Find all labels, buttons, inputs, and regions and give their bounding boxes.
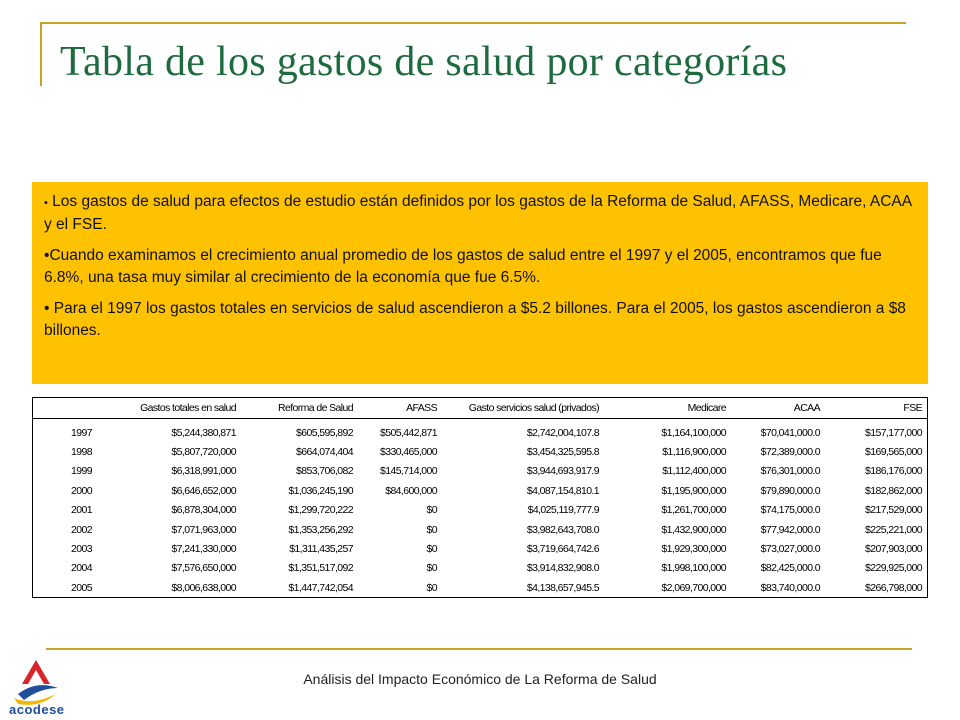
value-cell: $186,176,000: [864, 465, 922, 478]
bullet-text: Para el 1997 los gastos totales en servicios de salud ascendieron a $5.2 billones. Para el 2005, los gastos ascendieron a $8 billones.: [44, 300, 906, 339]
value-cell: $3,944,693,917.9: [526, 465, 599, 478]
column-header: FSE: [903, 402, 922, 414]
value-cell: $7,241,330,000: [171, 543, 236, 556]
year-cell: 1997: [71, 426, 92, 439]
value-cell: $5,807,720,000: [171, 446, 236, 459]
table-row: [33, 462, 927, 481]
table-row: [33, 442, 927, 461]
value-cell: $77,942,000.0: [760, 523, 820, 536]
value-cell: $853,706,082: [295, 465, 353, 478]
value-cell: $6,318,991,000: [171, 465, 236, 478]
value-cell: $169,565,000: [864, 446, 922, 459]
value-cell: $73,027,000.0: [760, 543, 820, 556]
value-cell: $1,432,900,000: [661, 523, 726, 536]
value-cell: $3,982,643,708.0: [526, 523, 599, 536]
value-cell: $1,353,256,292: [288, 523, 353, 536]
value-cell: $4,087,154,810.1: [526, 484, 599, 497]
value-cell: $207,903,000: [864, 543, 922, 556]
value-cell: $145,714,000: [379, 465, 437, 478]
value-cell: $1,311,435,257: [289, 543, 353, 556]
value-cell: $0: [426, 543, 437, 556]
value-cell: $505,442,871: [379, 426, 437, 439]
value-cell: $3,454,325,595.8: [526, 446, 599, 459]
value-cell: $7,071,963,000: [171, 523, 236, 536]
year-cell: 2003: [71, 543, 92, 556]
value-cell: $1,112,400,000: [662, 465, 726, 478]
value-cell: $4,025,119,777.9: [527, 504, 599, 517]
value-cell: $1,447,742,054: [288, 581, 353, 594]
bullet-item: [44, 298, 914, 342]
table-row: [33, 578, 927, 597]
value-cell: $1,195,900,000: [661, 484, 726, 497]
value-cell: $83,740,000.0: [760, 581, 820, 594]
footer-text: Análisis del Impacto Económico de La Reforma de Salud: [303, 671, 657, 687]
bullet-marker: •: [44, 300, 50, 317]
value-cell: $3,719,664,742.6: [526, 543, 599, 556]
bullet-text: Cuando examinamos el crecimiento anual promedio de los gastos de salud entre el 1997 y el 2005, encontramos que fue 6.8%, una tasa muy similar al crecimiento de la economía que fue 6.5%.: [44, 247, 882, 286]
value-cell: $84,600,000: [385, 484, 437, 497]
value-cell: $157,177,000: [864, 426, 922, 439]
table-row: [33, 539, 927, 558]
bullet-text: Los gastos de salud para efectos de estudio están definidos por los gastos de la Reforma de Salud, AFASS, Medicare, ACAA y el FSE.: [44, 193, 912, 233]
value-cell: $0: [426, 562, 437, 575]
year-cell: 1998: [71, 446, 92, 459]
value-cell: $3,914,832,908.0: [526, 562, 599, 575]
slide-title: Tabla de los gastos de salud por categorías: [60, 39, 788, 85]
year-cell: 2004: [71, 562, 92, 575]
table-header-row: [33, 398, 927, 419]
bullet-marker: •: [44, 247, 50, 264]
value-cell: $0: [426, 504, 437, 517]
value-cell: $1,998,100,000: [661, 562, 726, 575]
value-cell: $0: [426, 523, 437, 536]
value-cell: $330,465,000: [379, 446, 437, 459]
value-cell: $1,116,900,000: [662, 446, 726, 459]
value-cell: $1,261,700,000: [661, 504, 726, 517]
table-row: [33, 481, 927, 500]
left-rule: [40, 22, 42, 86]
table-row: [33, 501, 927, 520]
value-cell: $1,351,517,092: [288, 562, 353, 575]
column-header: Reforma de Salud: [277, 402, 353, 414]
value-cell: $217,529,000: [864, 504, 922, 517]
value-cell: $6,646,652,000: [171, 484, 236, 497]
value-cell: $605,595,892: [295, 426, 353, 439]
value-cell: $1,036,245,190: [288, 484, 353, 497]
column-header: AFASS: [406, 402, 437, 414]
value-cell: $76,301,000.0: [760, 465, 820, 478]
logo-text: acodese: [9, 702, 65, 717]
year-cell: 2000: [71, 484, 92, 497]
value-cell: $664,074,404: [295, 446, 353, 459]
column-header: Gastos totales en salud: [140, 402, 236, 414]
table-body: [33, 419, 927, 598]
value-cell: $5,244,380,871: [171, 426, 236, 439]
year-cell: 2002: [71, 523, 92, 536]
bullet-item: [44, 191, 914, 236]
value-cell: $82,425,000.0: [760, 562, 820, 575]
column-header: Gasto servicios salud (privados): [468, 402, 599, 414]
value-cell: $2,742,004,107.8: [526, 426, 599, 439]
data-table: [33, 398, 927, 598]
column-header: ACAA: [793, 402, 820, 414]
year-cell: 2001: [71, 504, 92, 517]
table-header: [33, 398, 927, 419]
value-cell: $225,221,000: [864, 523, 922, 536]
value-cell: $72,389,000.0: [760, 446, 820, 459]
value-cell: $1,164,100,000: [661, 426, 726, 439]
bullet-item: [44, 245, 914, 289]
table-row: [33, 520, 927, 539]
column-header: [33, 398, 103, 419]
value-cell: $7,576,650,000: [171, 562, 236, 575]
value-cell: $79,890,000.0: [760, 484, 820, 497]
value-cell: $4,138,657,945.5: [526, 581, 599, 594]
value-cell: $229,925,000: [864, 562, 922, 575]
value-cell: $2,069,700,000: [661, 581, 726, 594]
value-cell: $1,929,300,000: [661, 543, 726, 556]
table-row: [33, 559, 927, 578]
value-cell: $1,299,720,222: [288, 504, 353, 517]
value-cell: $182,862,000: [864, 484, 922, 497]
value-cell: $0: [426, 581, 437, 594]
value-cell: $70,041,000.0: [760, 426, 820, 439]
bullet-marker: •: [44, 197, 48, 209]
value-cell: $8,006,638,000: [171, 581, 236, 594]
year-cell: 2005: [71, 581, 92, 594]
expenses-table: [32, 397, 928, 598]
bottom-rule: [46, 648, 912, 650]
column-header: Medicare: [687, 402, 726, 414]
table-row: [33, 423, 927, 442]
value-cell: $74,175,000.0: [760, 504, 820, 517]
bullet-box: [32, 182, 928, 384]
value-cell: $266,798,000: [864, 581, 922, 594]
year-cell: 1999: [71, 465, 92, 478]
top-rule: [40, 22, 906, 24]
value-cell: $6,878,304,000: [171, 504, 236, 517]
